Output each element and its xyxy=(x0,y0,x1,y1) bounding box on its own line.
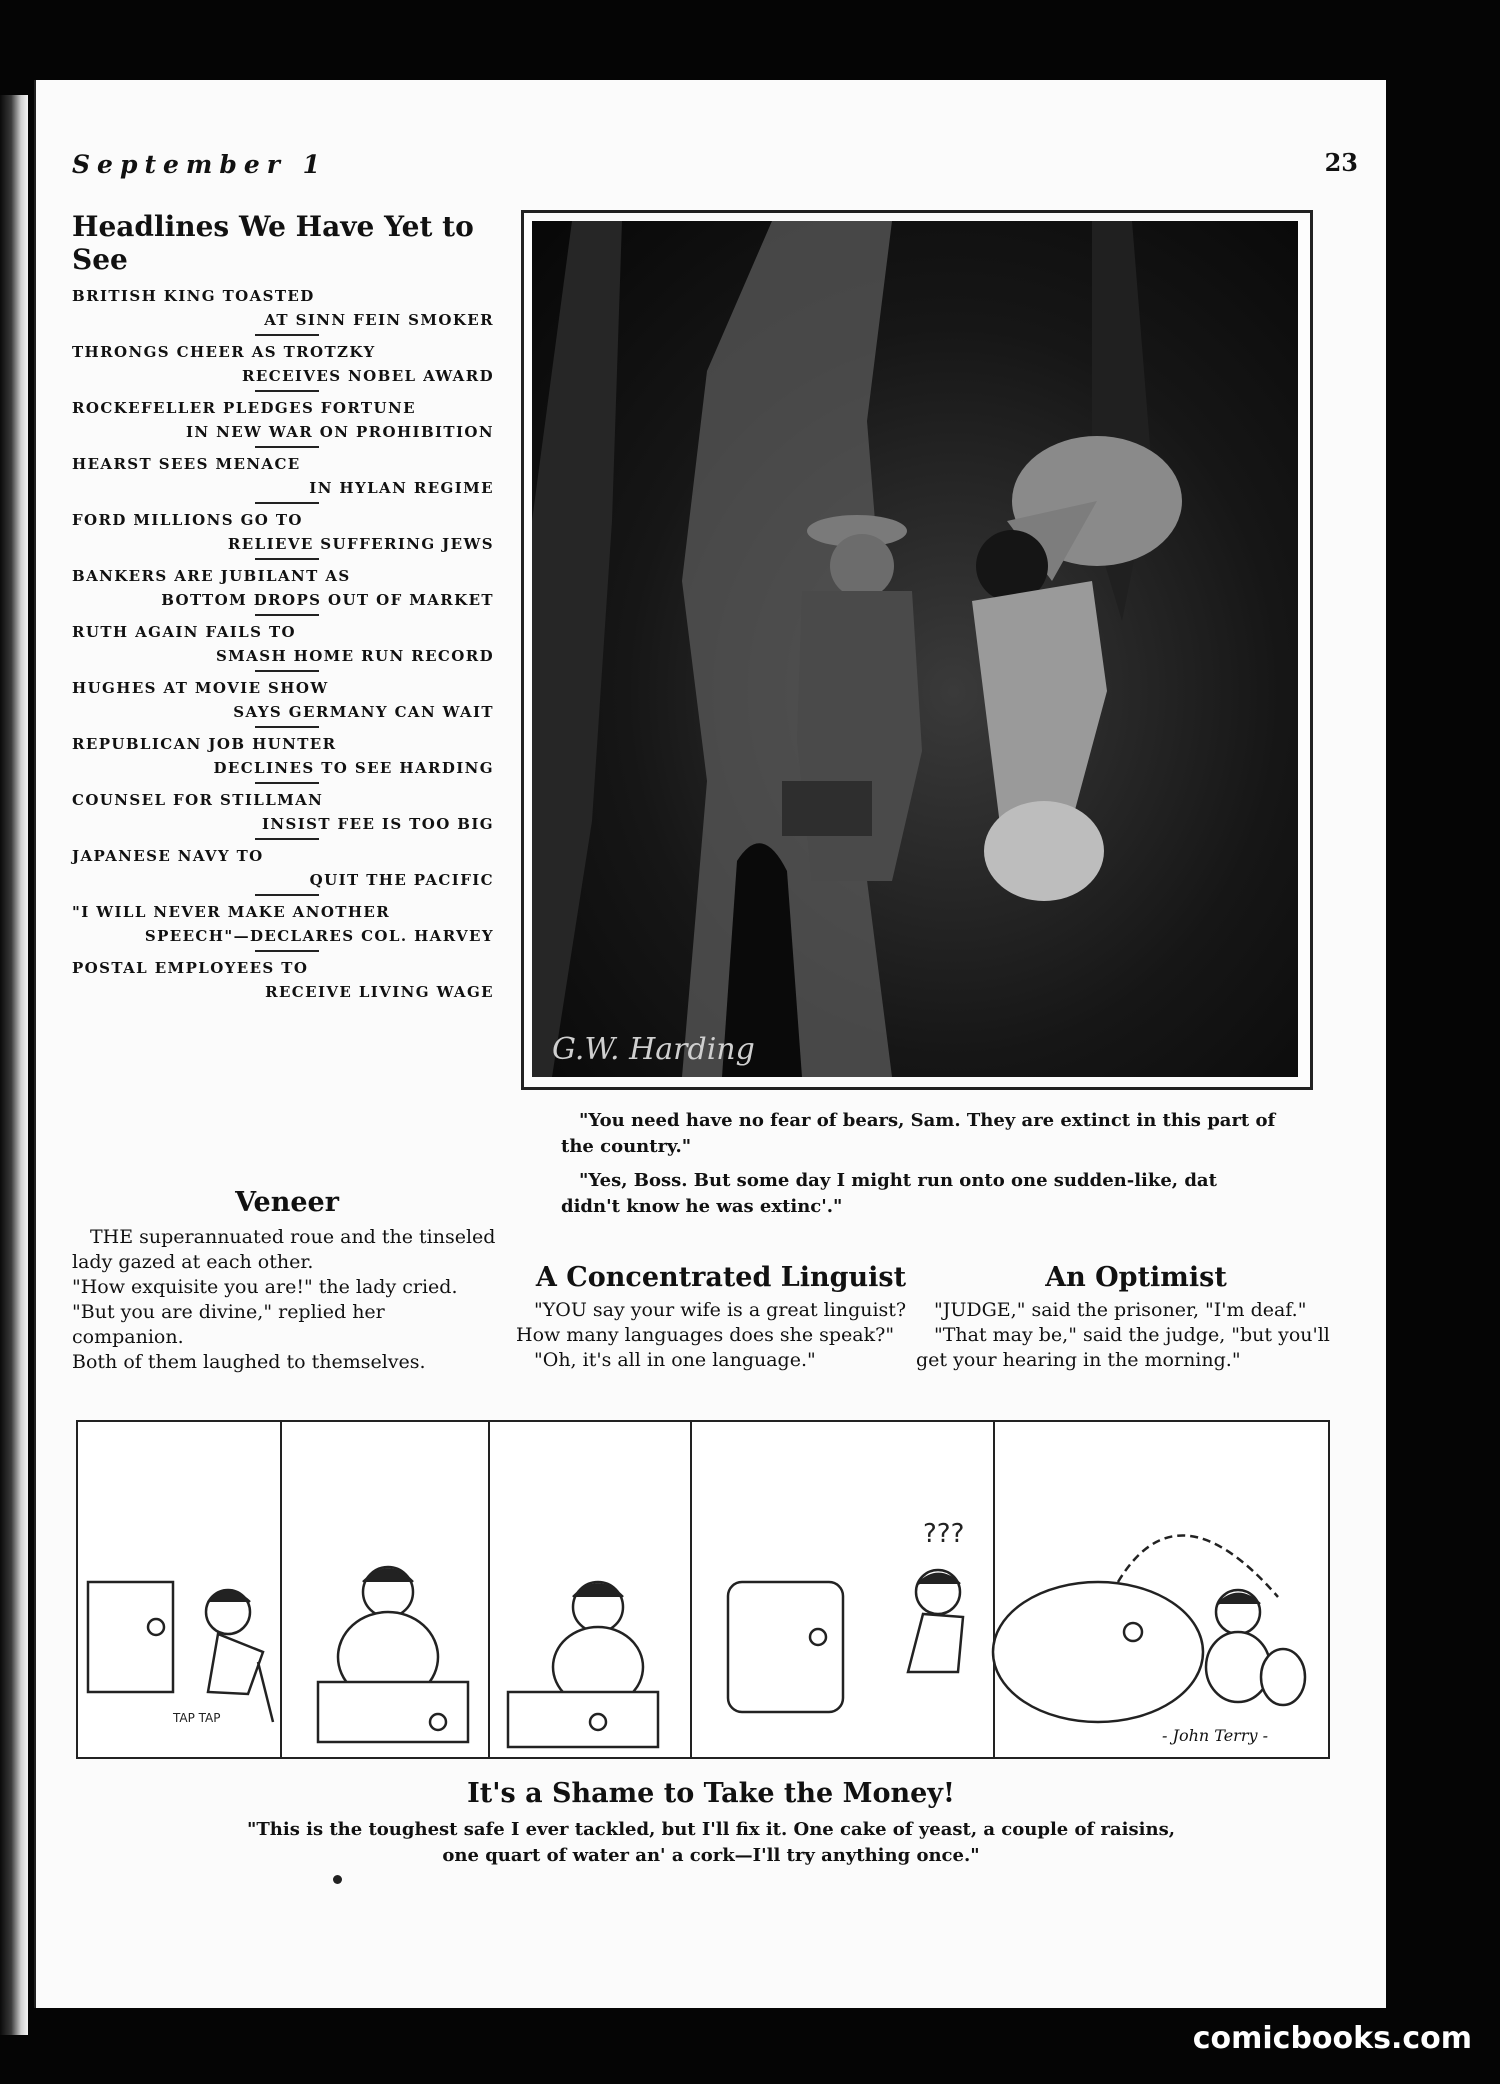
page-number: 23 xyxy=(1324,148,1358,177)
comic-caption-line: "This is the toughest safe I ever tackled, but I'll fix it. One cake of yeast, a couple of raisins, xyxy=(247,1819,1175,1840)
headline-rule xyxy=(255,502,319,504)
headline-line: BOTTOM DROPS OUT OF MARKET xyxy=(161,591,494,609)
headline-line: IN HYLAN REGIME xyxy=(309,479,494,497)
headlines-list xyxy=(72,284,502,1004)
forest-illustration xyxy=(532,221,1298,1077)
comic-title: It's a Shame to Take the Money! xyxy=(467,1778,955,1809)
headline-item xyxy=(72,620,502,672)
linguist-paragraph: "YOU say your wife is a great linguist? How many languages does she speak?" xyxy=(516,1299,907,1346)
ink-dot xyxy=(333,1875,342,1884)
headlines-column xyxy=(72,210,502,1008)
headline-line: "I WILL NEVER MAKE ANOTHER xyxy=(72,903,391,921)
headline-rule xyxy=(255,390,319,392)
headline-line: COUNSEL FOR STILLMAN xyxy=(72,791,324,809)
veneer-article xyxy=(72,1187,502,1375)
linguist-article xyxy=(516,1262,926,1373)
headline-line: REPUBLICAN JOB HUNTER xyxy=(72,735,337,753)
headline-line: THRONGS CHEER AS TROTZKY xyxy=(72,343,376,361)
headline-line: RUTH AGAIN FAILS TO xyxy=(72,623,296,641)
headline-item xyxy=(72,844,502,896)
headline-line: ROCKEFELLER PLEDGES FORTUNE xyxy=(72,399,416,417)
headline-line: RECEIVE LIVING WAGE xyxy=(265,983,494,1001)
comic-drawings xyxy=(78,1422,1328,1757)
headline-item xyxy=(72,452,502,504)
veneer-title: Veneer xyxy=(235,1187,339,1218)
site-watermark: comicbooks.com xyxy=(1192,2021,1472,2056)
headline-line: AT SINN FEIN SMOKER xyxy=(264,311,494,329)
comic-strip xyxy=(76,1420,1330,1759)
headlines-title: Headlines We Have Yet to See xyxy=(72,210,474,276)
headline-rule xyxy=(255,726,319,728)
headline-line: FORD MILLIONS GO TO xyxy=(72,511,303,529)
headline-line: SMASH HOME RUN RECORD xyxy=(215,647,494,665)
comic-signature: - John Terry - xyxy=(1162,1726,1268,1745)
caption-line: "You need have no fear of bears, Sam. They are extinct in this part of the country." xyxy=(561,1110,1276,1157)
headline-line: RECEIVES NOBEL AWARD xyxy=(242,367,494,385)
comic-caption-line: one quart of water an' a cork—I'll try anything once." xyxy=(442,1845,980,1866)
forest-scene-drawing xyxy=(532,221,1298,1077)
headline-item xyxy=(72,340,502,392)
comic-caption-block xyxy=(36,1778,1386,1869)
illustration-signature: G.W. Harding xyxy=(552,1032,755,1067)
headline-line: SPEECH"—DECLARES COL. HARVEY xyxy=(144,927,494,945)
headline-line: IN NEW WAR ON PROHIBITION xyxy=(185,423,494,441)
headline-line: DECLINES TO SEE HARDING xyxy=(213,759,494,777)
book-spine-edge xyxy=(0,95,28,2035)
headline-rule xyxy=(255,558,319,560)
caption-line: "Yes, Boss. But some day I might run onto one sudden-like, dat didn't know he was extinc'." xyxy=(561,1170,1217,1217)
issue-date: September 1 xyxy=(72,150,328,179)
headline-line: SAYS GERMANY CAN WAIT xyxy=(233,703,494,721)
optimist-paragraph: "That may be," said the judge, "but you'll get your hearing in the morning." xyxy=(916,1324,1330,1371)
veneer-paragraph: THE superannuated roue and the tinseled lady gazed at each other. xyxy=(72,1226,496,1273)
headline-item xyxy=(72,900,502,952)
headline-rule xyxy=(255,670,319,672)
headline-rule xyxy=(255,894,319,896)
headline-line: HEARST SEES MENACE xyxy=(72,455,301,473)
headline-rule xyxy=(255,614,319,616)
magazine-page xyxy=(34,80,1386,2008)
headline-item xyxy=(72,956,502,1004)
headline-line: BRITISH KING TOASTED xyxy=(72,287,315,305)
headline-rule xyxy=(255,838,319,840)
illustration-frame xyxy=(521,210,1313,1090)
headline-rule xyxy=(255,782,319,784)
headline-line: QUIT THE PACIFIC xyxy=(309,871,494,889)
headline-item xyxy=(72,564,502,616)
optimist-title: An Optimist xyxy=(1045,1262,1227,1293)
headline-rule xyxy=(255,950,319,952)
headline-item xyxy=(72,284,502,336)
veneer-paragraph: Both of them laughed to themselves. xyxy=(72,1351,426,1373)
headline-item xyxy=(72,732,502,784)
linguist-paragraph: "Oh, it's all in one language." xyxy=(534,1349,816,1371)
headline-line: RELIEVE SUFFERING JEWS xyxy=(227,535,494,553)
optimist-article xyxy=(916,1262,1356,1373)
illustration-caption xyxy=(561,1108,1281,1228)
headline-line: JAPANESE NAVY TO xyxy=(72,847,264,865)
headline-line: HUGHES AT MOVIE SHOW xyxy=(72,679,329,697)
comic-caption xyxy=(36,1817,1386,1869)
headline-item xyxy=(72,676,502,728)
veneer-paragraph: "But you are divine," replied her companion. xyxy=(72,1301,385,1348)
headline-line: INSIST FEE IS TOO BIG xyxy=(261,815,494,833)
comic-sfx: TAP TAP xyxy=(173,1711,221,1725)
headline-item xyxy=(72,508,502,560)
linguist-title: A Concentrated Linguist xyxy=(535,1262,907,1293)
headline-item xyxy=(72,396,502,448)
veneer-paragraph: "How exquisite you are!" the lady cried. xyxy=(72,1276,458,1298)
headline-line: POSTAL EMPLOYEES TO xyxy=(72,959,309,977)
headline-item xyxy=(72,788,502,840)
headline-rule xyxy=(255,334,319,336)
optimist-paragraph: "JUDGE," said the prisoner, "I'm deaf." xyxy=(934,1299,1307,1321)
headline-line: BANKERS ARE JUBILANT AS xyxy=(72,567,351,585)
headline-rule xyxy=(255,446,319,448)
svg-text:???: ??? xyxy=(923,1519,965,1549)
